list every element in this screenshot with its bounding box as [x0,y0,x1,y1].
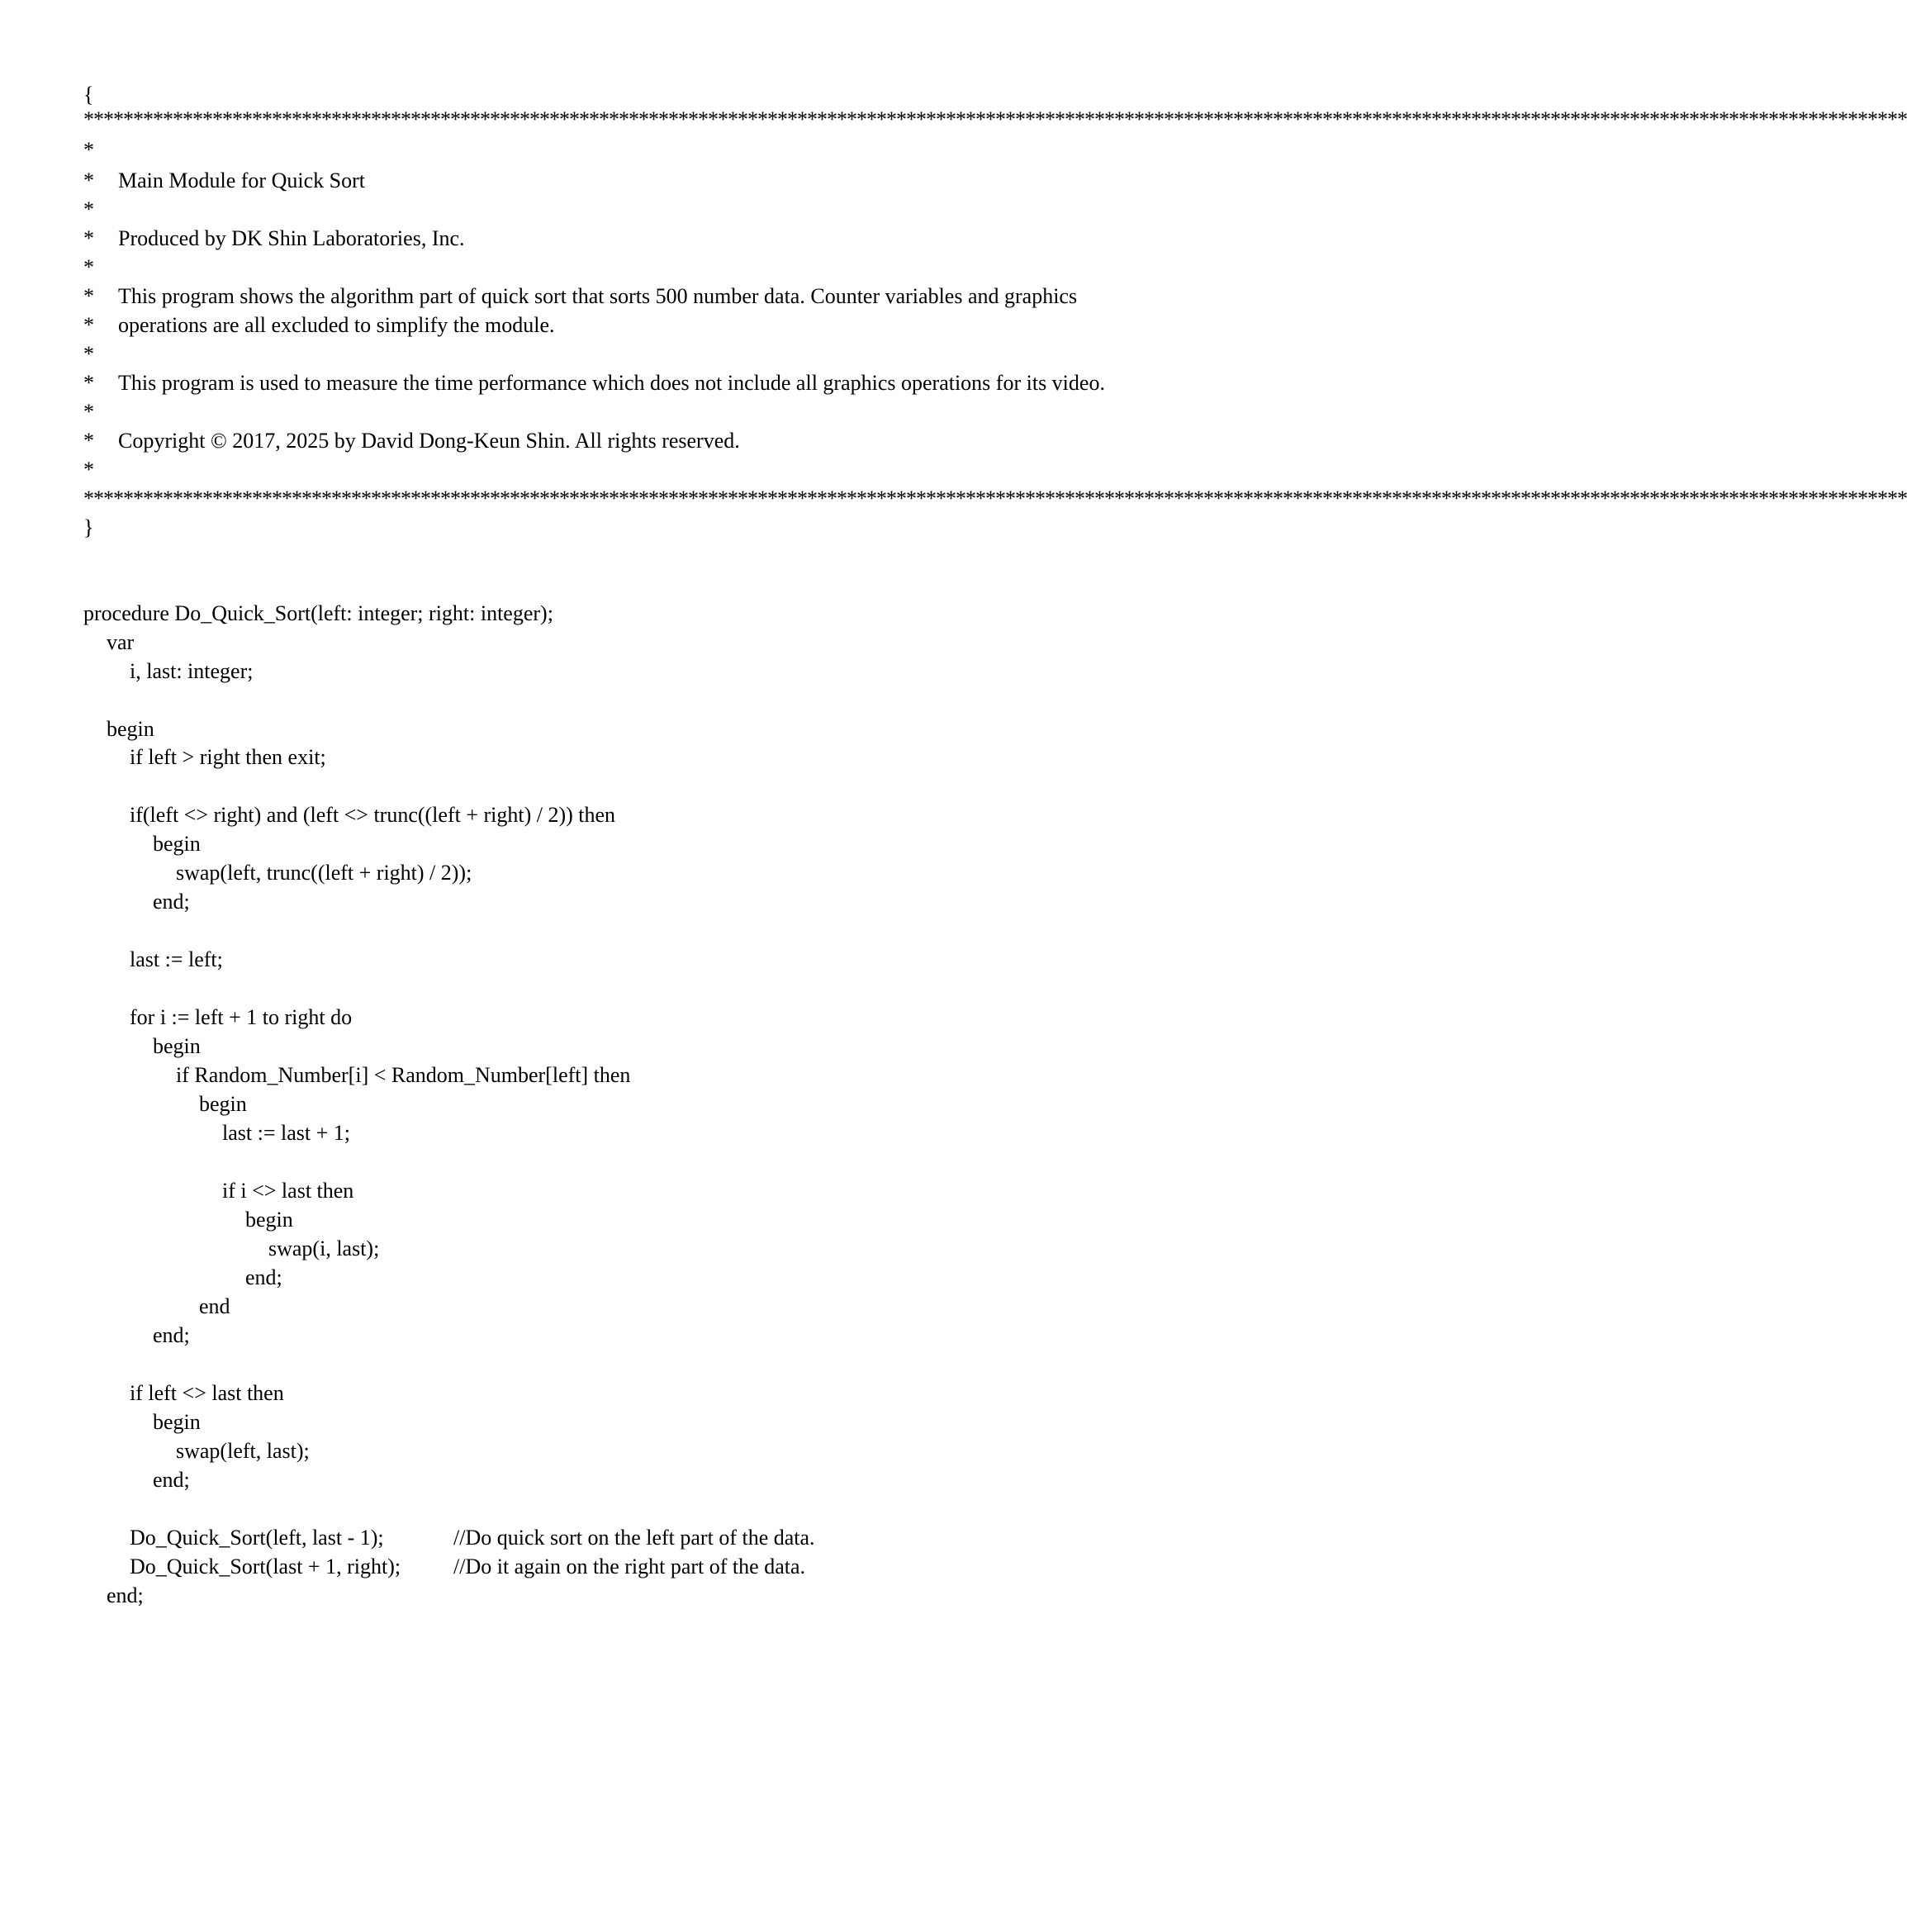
code-comment-right: //Do it again on the right part of the data. [453,1555,805,1578]
code-line-exit-check: if left > right then exit; [130,745,326,769]
code-line-begin: begin [153,832,201,856]
star-marker: * [83,429,94,453]
header-title: Main Module for Quick Sort [118,169,365,192]
code-comment-left: //Do quick sort on the left part of the data. [453,1526,815,1550]
star-marker: * [83,400,94,424]
code-line-begin: begin [153,1034,201,1058]
code-line-end: end; [153,1323,190,1347]
code-line-begin: begin [107,717,154,741]
code-line-begin: begin [245,1208,293,1232]
code-line-compare: if Random_Number[i] < Random_Number[left] then [176,1063,631,1087]
header-description-line-2: operations are all excluded to simplify the module. [118,313,555,337]
code-line-end: end; [245,1265,282,1289]
star-marker: * [83,342,94,366]
star-rule-top: **************************************************************************************************************************************************************************************** [83,107,1907,131]
star-marker: * [83,313,94,337]
star-marker: * [83,197,94,221]
code-line-swap-left-last: swap(left, last); [176,1439,310,1463]
code-line-end-procedure: end; [107,1583,144,1607]
code-line-swap-pivot: swap(left, trunc((left + right) / 2)); [176,861,472,885]
code-line-declaration: i, last: integer; [130,659,254,683]
code-line-end: end; [153,1468,190,1492]
code-line-if-left-not-last: if left <> last then [130,1381,284,1405]
header-description-line-1: This program shows the algorithm part of quick sort that sorts 500 number data. Counter variables and graphics [118,284,1078,308]
code-line-swap-i-last: swap(i, last); [268,1237,380,1260]
header-purpose: This program is used to measure the time performance which does not include all graphics operations for its video. [118,371,1105,395]
star-marker: * [83,138,94,162]
star-rule-bottom: **************************************************************************************************************************************************************************************** [83,487,1907,510]
code-line-recurse-right: Do_Quick_Sort(last + 1, right); [130,1555,401,1578]
code-line-begin: begin [199,1092,247,1116]
code-line-pivot-check: if(left <> right) and (left <> trunc((left + right) / 2)) then [130,803,616,827]
code-line-recurse-left: Do_Quick_Sort(left, last - 1); [130,1526,384,1550]
code-line-end: end [199,1294,230,1318]
star-marker: * [83,255,94,279]
code-line-procedure: procedure Do_Quick_Sort(left: integer; right: integer); [83,601,553,625]
code-line-if-not-last: if i <> last then [222,1179,354,1203]
star-marker: * [83,169,94,192]
open-brace: { [83,83,94,107]
code-line-increment-last: last := last + 1; [222,1121,350,1145]
code-line-for-loop: for i := left + 1 to right do [130,1005,353,1029]
close-brace: } [83,515,94,539]
header-copyright: Copyright © 2017, 2025 by David Dong-Keun Shin. All rights reserved. [118,429,740,453]
code-line-begin: begin [153,1410,201,1434]
star-marker: * [83,284,94,308]
header-producer: Produced by DK Shin Laboratories, Inc. [118,226,465,250]
star-marker: * [83,371,94,395]
star-marker: * [83,458,94,482]
code-line-last-assign: last := left; [130,947,223,971]
code-line-end: end; [153,890,190,914]
code-line-var: var [107,630,135,654]
star-marker: * [83,226,94,250]
